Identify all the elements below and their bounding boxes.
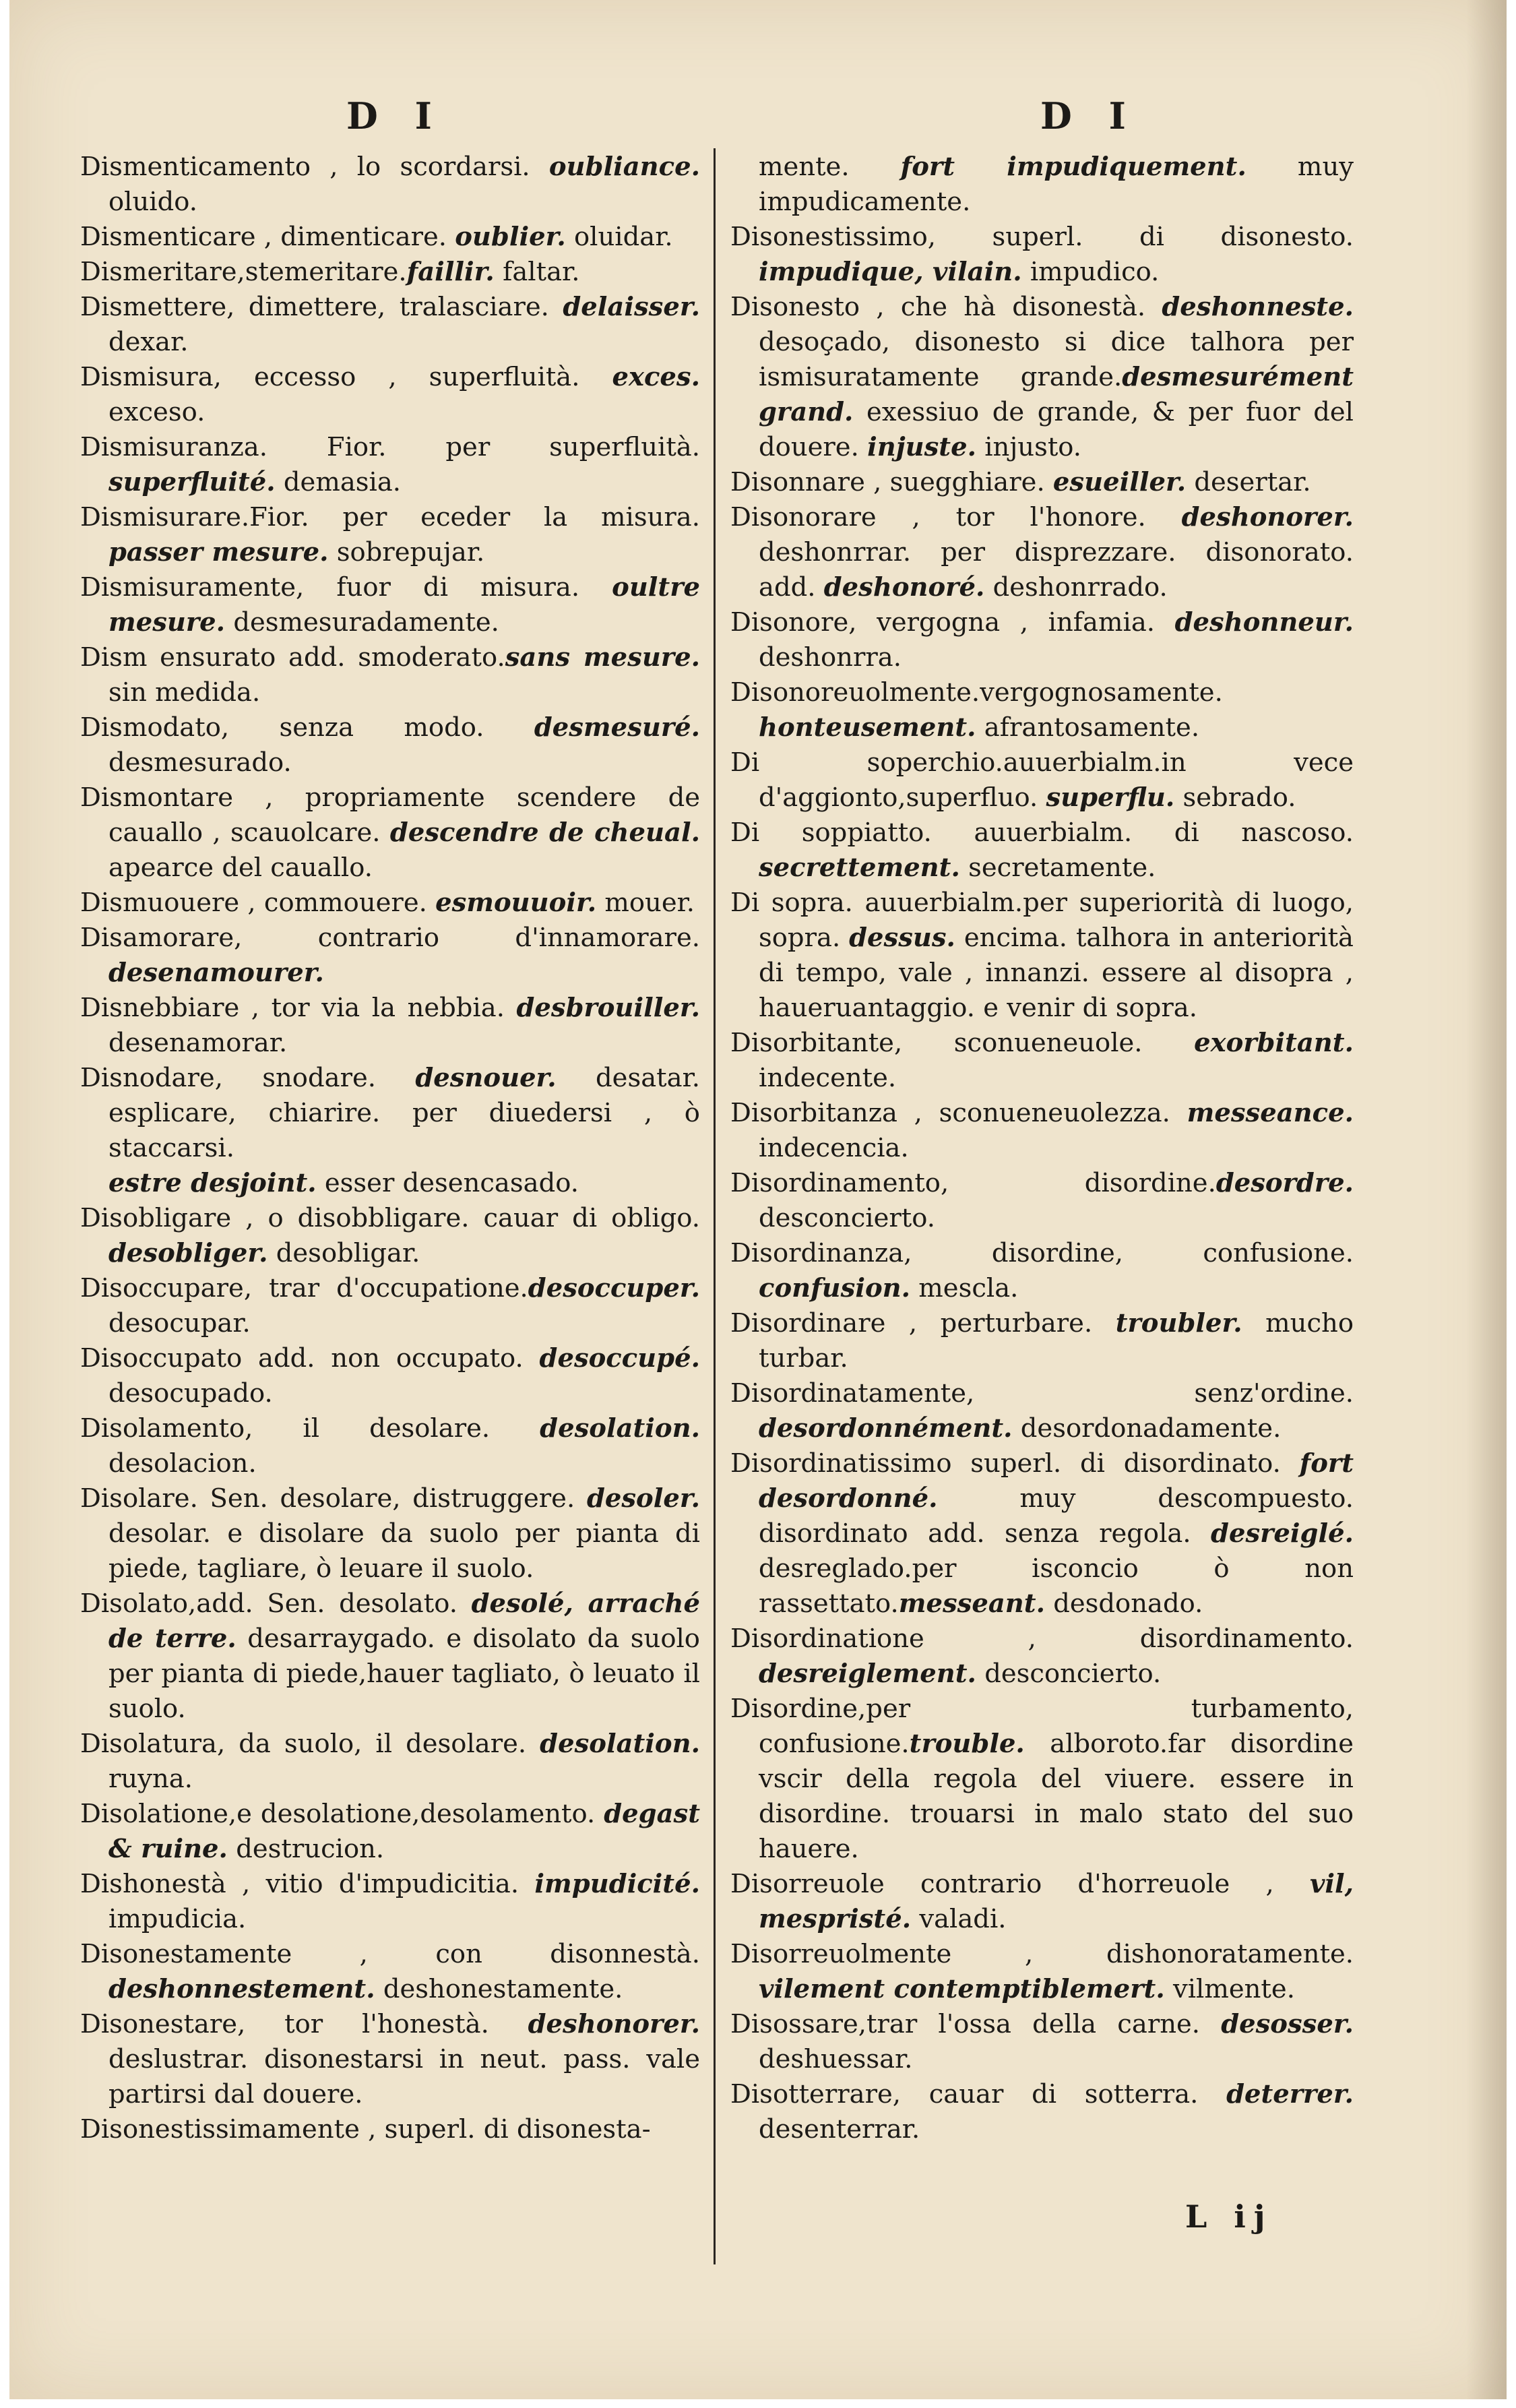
french-gloss: superflu. — [1046, 782, 1175, 813]
dictionary-entry — [730, 1622, 1354, 1692]
entry-text: exessiuo de grande, & per fuor del douere. — [759, 397, 1354, 462]
book-page — [9, 0, 1507, 2399]
entry-text: desolacion. — [108, 1448, 257, 1479]
entry-text: desmesurado. — [108, 747, 292, 778]
entry-text: deshonrrado. — [984, 572, 1168, 603]
entry-text: desdonado. — [1044, 1588, 1203, 1619]
entry-headword: Dism ensurato add. smoderato. — [80, 642, 505, 673]
entry-headword: Disordinare , perturbare. — [730, 1308, 1116, 1338]
french-gloss: fort impudiquement. — [900, 152, 1246, 182]
french-gloss: desoler. — [586, 1483, 700, 1514]
entry-headword: Disorbitante, sconueneuole. — [730, 1028, 1195, 1058]
entry-text: faltar. — [494, 257, 580, 287]
entry-headword: Dismisura, eccesso , superfluità. — [80, 362, 612, 392]
signature-mark: L ij — [1185, 2198, 1273, 2235]
french-gloss: deshonorer. — [528, 2009, 700, 2039]
dictionary-entry — [80, 430, 700, 500]
french-gloss: esmouuoir. — [435, 888, 597, 918]
entry-text: valadi. — [911, 1904, 1007, 1934]
entry-headword: Di sopra. auuerbialm.per superiorità di luogo, sopra. — [730, 888, 1354, 953]
entry-text: secretamente. — [959, 853, 1156, 883]
french-gloss: confusion. — [759, 1273, 911, 1303]
french-gloss: desordonnément. — [759, 1413, 1013, 1444]
french-gloss: desolé, arraché de terre. — [108, 1588, 700, 1654]
dictionary-entry — [730, 1096, 1354, 1166]
french-gloss: impudique, vilain. — [759, 257, 1022, 287]
dictionary-entry — [80, 1586, 700, 1727]
entry-headword: Disotterrare, cauar di sotterra. — [730, 2079, 1227, 2109]
dictionary-entry — [80, 1797, 700, 1867]
entry-headword: Disordinatamente, senz'ordine. — [730, 1378, 1354, 1409]
entry-headword: Disonoreuolmente.vergognosamente. — [730, 677, 1223, 708]
dictionary-entry — [80, 1481, 700, 1586]
dictionary-entry — [80, 886, 700, 921]
entry-headword: Di soperchio.auuerbialm.in vece d'aggionto,superfluo. — [730, 747, 1354, 813]
french-gloss: esueiller. — [1052, 467, 1187, 497]
dictionary-entry — [730, 1026, 1354, 1096]
french-gloss: desenamourer. — [108, 958, 324, 988]
dictionary-entry — [80, 710, 700, 780]
entry-text: mucho turbar. — [759, 1308, 1354, 1373]
dictionary-entry — [730, 500, 1354, 605]
entry-text: indecente. — [759, 1063, 897, 1093]
french-gloss: secrettement. — [759, 853, 960, 883]
french-gloss: vil, mespristé. — [759, 1869, 1354, 1934]
entry-headword: Disoccupato add. non occupato. — [80, 1343, 540, 1373]
french-gloss: desnouer. — [415, 1063, 557, 1093]
entry-text: vilmente. — [1164, 1974, 1295, 2004]
dictionary-entry — [80, 220, 700, 255]
dictionary-entry — [80, 570, 700, 640]
entry-text: desenamorar. — [108, 1028, 288, 1058]
column-divider — [714, 148, 716, 2264]
dictionary-entry — [730, 1867, 1354, 1937]
french-gloss: deshonnestement. — [108, 1974, 375, 2004]
entry-headword: Disamorare, contrario d'innamorare. — [80, 923, 700, 953]
dictionary-entry — [730, 290, 1354, 465]
entry-text: apearce del cauallo. — [108, 853, 373, 883]
dictionary-entry — [730, 465, 1354, 500]
entry-text: esser desencasado. — [316, 1168, 579, 1198]
entry-text: exceso. — [108, 397, 206, 427]
french-gloss: desoccuper. — [528, 1273, 700, 1303]
dictionary-entry — [730, 1236, 1354, 1306]
entry-headword: Disonnare , suegghiare. — [730, 467, 1053, 497]
entry-text: demasia. — [275, 467, 402, 497]
dictionary-entry — [730, 220, 1354, 290]
dictionary-entry — [80, 360, 700, 430]
entry-text: impudicia. — [108, 1904, 247, 1934]
entry-text: destrucion. — [227, 1834, 385, 1864]
entry-text: desarraygado. e disolato da suolo per pianta di piede,hauer tagliato, ò leuato il suolo. — [108, 1624, 700, 1724]
entry-text: oluidar. — [565, 222, 673, 252]
french-gloss: oublier. — [455, 222, 566, 252]
entry-headword: Dismenticare , dimenticare. — [80, 222, 455, 252]
entry-text: encima. talhora in anteriorità di tempo, vale , innanzi. essere al disopra , haueruantaggio. e venir di sopra. — [759, 923, 1354, 1023]
dictionary-entry — [730, 1446, 1354, 1622]
entry-text: oluido. — [108, 187, 197, 217]
entry-headword: Disorbitanza , sconueneuolezza. — [730, 1098, 1187, 1128]
entry-headword: Dismettere, dimettere, tralasciare. — [80, 292, 563, 322]
entry-text: muy descompuesto. disordinato add. senza regola. — [759, 1483, 1354, 1549]
entry-headword: Dismenticamento , lo scordarsi. — [80, 152, 549, 182]
dictionary-entry — [80, 255, 700, 290]
entry-text: deshonrrar. per disprezzare. disonorato. add. — [759, 537, 1354, 603]
entry-headword: Dismisurare.Fior. per eceder la misura. — [80, 502, 700, 532]
french-gloss: deshonneur. — [1174, 607, 1354, 638]
entry-text: desreglado.per isconcio ò non rassettato. — [759, 1553, 1354, 1619]
dictionary-entry — [730, 675, 1354, 745]
french-gloss: degast & ruine. — [108, 1799, 700, 1864]
entry-headword: mente. — [759, 152, 901, 182]
french-gloss: deshonoré. — [823, 572, 985, 603]
french-gloss: desoccupé. — [539, 1343, 700, 1373]
entry-text: ruyna. — [108, 1764, 193, 1794]
dictionary-entry — [80, 150, 700, 220]
french-gloss: fort desordonné. — [759, 1448, 1354, 1514]
french-gloss: troubler. — [1115, 1308, 1242, 1338]
entry-headword: Disoccupare, trar d'occupatione. — [80, 1273, 528, 1303]
entry-text: desconcierto. — [759, 1203, 935, 1233]
entry-text: desenterrar. — [759, 2114, 920, 2144]
french-gloss: oubliance. — [548, 152, 700, 182]
entry-text: desordonadamente. — [1012, 1413, 1282, 1444]
dictionary-entry — [730, 150, 1354, 220]
entry-headword: Di soppiatto. auuerbialm. di nascoso. — [730, 817, 1354, 848]
french-gloss: deshonneste. — [1162, 292, 1354, 322]
french-gloss: trouble. — [909, 1729, 1025, 1759]
french-gloss: desolation. — [540, 1729, 700, 1759]
dictionary-entry — [730, 1306, 1354, 1376]
french-gloss: passer mesure. — [108, 537, 329, 567]
entry-headword: Disonore, vergogna , infamia. — [730, 607, 1175, 638]
entry-text: dexar. — [108, 327, 189, 357]
french-gloss: vilement contemptiblemert. — [759, 1974, 1165, 2004]
entry-headword: Dismisuranza. Fior. per superfluità. — [80, 432, 700, 462]
entry-text: indecencia. — [759, 1133, 909, 1163]
entry-headword: Dishonestà , vitio d'impudicitia. — [80, 1869, 535, 1899]
entry-text: desocupar. — [108, 1308, 251, 1338]
french-gloss: desreiglé. — [1211, 1518, 1354, 1549]
entry-headword: Disordine,per turbamento, confusione. — [730, 1694, 1354, 1759]
entry-headword: Dismontare , propriamente scendere de cauallo , scauolcare. — [80, 782, 700, 848]
french-gloss: delaisser. — [563, 292, 700, 322]
french-gloss: desreiglement. — [759, 1659, 976, 1689]
entry-headword: Disonorare , tor l'honore. — [730, 502, 1182, 532]
entry-text: alboroto.far disordine vscir della regola del viuere. essere in disordine. trouarsi in malo stato del suo hauere. — [759, 1729, 1354, 1864]
left-column — [80, 150, 700, 2147]
entry-headword: Disolare. Sen. desolare, distruggere. — [80, 1483, 587, 1514]
entry-headword: Disobligare , o disobbligare. cauar di obligo. — [80, 1203, 700, 1233]
entry-text: deshonestamente. — [375, 1974, 623, 2004]
dictionary-entry — [80, 1727, 700, 1797]
entry-headword: Disossare,trar l'ossa della carne. — [730, 2009, 1222, 2039]
dictionary-entry — [80, 1341, 700, 1411]
right-running-header: D I — [1040, 94, 1138, 137]
dictionary-entry — [730, 1692, 1354, 1867]
french-gloss: faillir. — [406, 257, 495, 287]
entry-text: sebrado. — [1174, 782, 1296, 813]
entry-text: deshuessar. — [759, 2044, 913, 2074]
french-gloss: desolation. — [540, 1413, 700, 1444]
dictionary-entry — [730, 1376, 1354, 1446]
dictionary-entry — [730, 1937, 1354, 2007]
right-column — [730, 150, 1354, 2147]
french-gloss: injuste. — [867, 432, 976, 462]
french-gloss: sans mesure. — [505, 642, 700, 673]
dictionary-entry — [80, 780, 700, 886]
entry-headword: Dismisuramente, fuor di misura. — [80, 572, 612, 603]
entry-text: desolar. e disolare da suolo per pianta di piede, tagliare, ò leuare il suolo. — [108, 1518, 700, 1584]
entry-headword: Disordinatissimo superl. di disordinato. — [730, 1448, 1300, 1479]
entry-text: sin medida. — [108, 677, 261, 708]
french-gloss: oultre mesure. — [108, 572, 700, 638]
entry-text: desmesuradamente. — [225, 607, 499, 638]
entry-headword: Disolato,add. Sen. desolato. — [80, 1588, 472, 1619]
dictionary-entry — [80, 500, 700, 570]
dictionary-entry — [80, 991, 700, 1061]
entry-text: deshonrra. — [759, 642, 902, 673]
entry-text: desocupado. — [108, 1378, 273, 1409]
french-gloss: exces. — [612, 362, 700, 392]
entry-headword: Disolatura, da suolo, il desolare. — [80, 1729, 540, 1759]
dictionary-entry — [730, 1166, 1354, 1236]
entry-headword: Disonestissimo, superl. di disonesto. — [730, 222, 1354, 252]
french-gloss: desbrouiller. — [516, 993, 700, 1023]
entry-text: desobligar. — [267, 1238, 420, 1268]
entry-text: desertar. — [1186, 467, 1311, 497]
french-gloss: messeant. — [898, 1588, 1045, 1619]
french-gloss: deterrer. — [1226, 2079, 1354, 2109]
dictionary-entry — [80, 1201, 700, 1271]
dictionary-entry — [730, 2077, 1354, 2147]
dictionary-entry — [730, 2007, 1354, 2077]
dictionary-entry — [730, 605, 1354, 675]
entry-headword: Disnodare, snodare. — [80, 1063, 416, 1093]
entry-text: desconcierto. — [976, 1659, 1162, 1689]
entry-text: impudico. — [1021, 257, 1160, 287]
french-gloss: exorbitant. — [1194, 1028, 1354, 1058]
dictionary-entry — [80, 640, 700, 710]
french-gloss: desobliger. — [108, 1238, 268, 1268]
dictionary-entry — [80, 1061, 700, 1166]
entry-headword: Disordinamento, disordine. — [730, 1168, 1216, 1198]
dictionary-entry — [730, 886, 1354, 1026]
dictionary-entry — [80, 2112, 700, 2147]
entry-text: mescla. — [910, 1273, 1019, 1303]
french-gloss: estre desjoint. — [108, 1168, 317, 1198]
french-gloss: superfluité. — [108, 467, 276, 497]
entry-headword: Disolamento, il desolare. — [80, 1413, 540, 1444]
entry-headword: Disordinatione , disordinamento. — [730, 1624, 1354, 1654]
entry-headword: Disonestamente , con disonnestà. — [80, 1939, 700, 1969]
french-gloss: desmesurément grand. — [759, 362, 1354, 427]
entry-headword: Disordinanza, disordine, confusione. — [730, 1238, 1354, 1268]
entry-headword: Dismodato, senza modo. — [80, 712, 534, 743]
dictionary-entry — [80, 921, 700, 991]
entry-text: afrantosamente. — [976, 712, 1200, 743]
entry-text: sobrepujar. — [328, 537, 485, 567]
entry-headword: Dismeritare,stemeritare. — [80, 257, 407, 287]
french-gloss: impudicité. — [534, 1869, 700, 1899]
french-gloss: desmesuré. — [534, 712, 700, 743]
dictionary-entry — [80, 1411, 700, 1481]
entry-headword: Disorreuolmente , dishonoratamente. — [730, 1939, 1354, 1969]
dictionary-entry — [730, 815, 1354, 886]
entry-headword: Dismuouere , commouere. — [80, 888, 436, 918]
french-gloss: desosser. — [1221, 2009, 1354, 2039]
left-running-header: D I — [346, 94, 444, 137]
dictionary-entry — [80, 290, 700, 360]
entry-text: desoçado, disonesto si dice talhora per ismisuratamente grande. — [759, 327, 1354, 392]
french-gloss: descendre de cheual. — [389, 817, 700, 848]
french-gloss: deshonorer. — [1181, 502, 1354, 532]
french-gloss: desordre. — [1215, 1168, 1354, 1198]
dictionary-entry — [80, 1166, 700, 1201]
french-gloss: honteusement. — [759, 712, 976, 743]
page-edge-shadow — [1466, 0, 1507, 2399]
entry-text: deslustrar. disonestarsi in neut. pass. vale partirsi dal douere. — [108, 2044, 700, 2109]
dictionary-entry — [730, 745, 1354, 815]
entry-headword: Disonestissimamente , superl. di disonesta- — [80, 2114, 651, 2144]
dictionary-entry — [80, 1937, 700, 2007]
entry-headword: Disonestare, tor l'honestà. — [80, 2009, 528, 2039]
dictionary-entry — [80, 2007, 700, 2112]
entry-headword: Disonesto , che hà disonestà. — [730, 292, 1162, 322]
french-gloss: messeance. — [1187, 1098, 1354, 1128]
entry-headword: Disnebbiare , tor via la nebbia. — [80, 993, 517, 1023]
entry-text: desatar. esplicare, chiarire. per diuedersi , ò staccarsi. — [108, 1063, 701, 1163]
entry-text: injusto. — [976, 432, 1082, 462]
dictionary-entry — [80, 1867, 700, 1937]
french-gloss: dessus. — [849, 923, 955, 953]
entry-headword: Disorreuole contrario d'horreuole , — [730, 1869, 1310, 1899]
entry-text: muy impudicamente. — [759, 152, 1354, 217]
entry-text: mouer. — [596, 888, 695, 918]
dictionary-entry — [80, 1271, 700, 1341]
entry-headword: Disolatione,e desolatione,desolamento. — [80, 1799, 604, 1829]
